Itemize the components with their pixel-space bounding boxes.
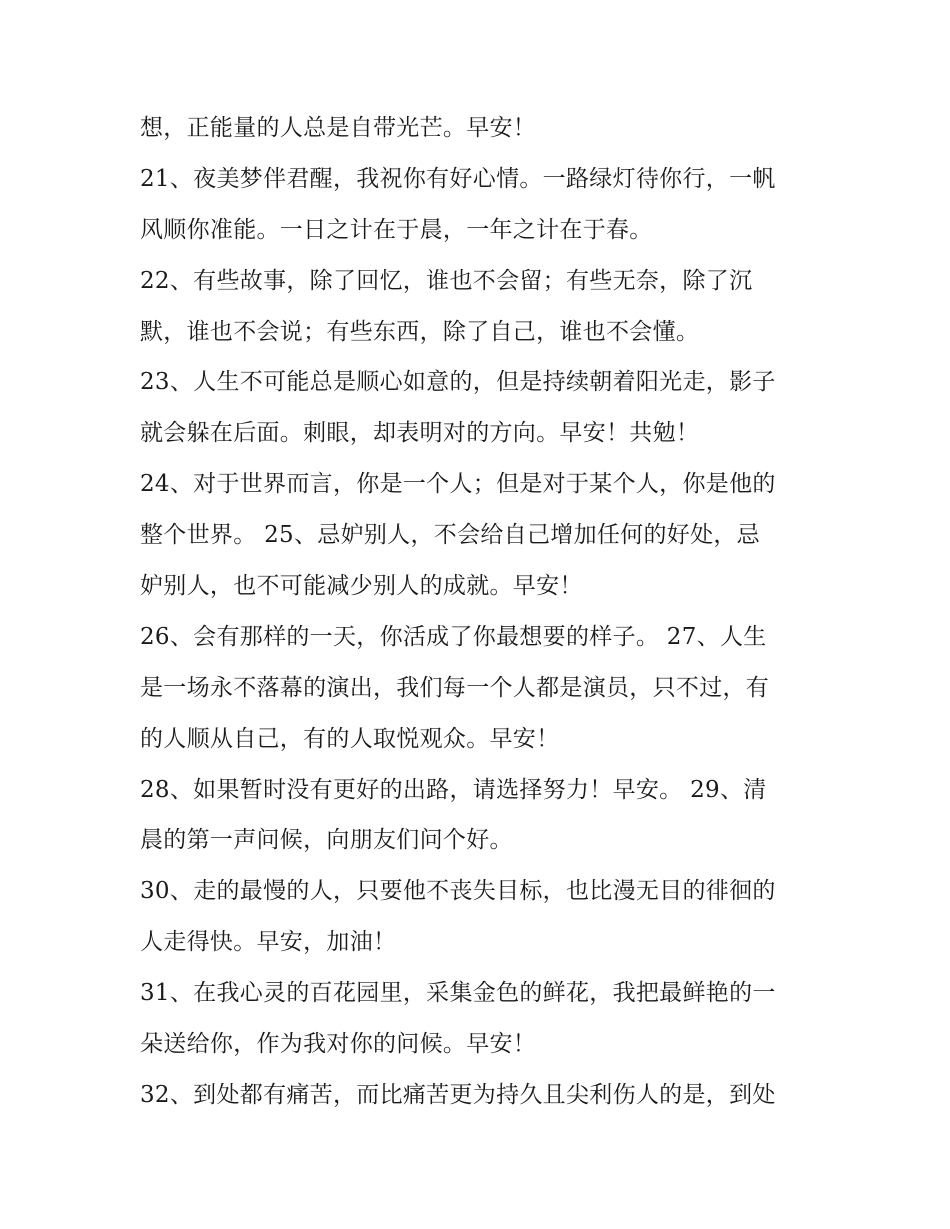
text-line: 的人顺从自己，有的人取悦观众。早安！ — [140, 725, 560, 752]
text-line: 24、对于世界而言，你是一个人；但是对于某个人，你是他的 — [140, 471, 776, 498]
text-line: 是一场永不落幕的演出，我们每一个人都是演员，只不过，有 — [140, 674, 770, 701]
text-line: 想，正能量的人总是自带光芒。早安！ — [140, 115, 537, 141]
text-line: 28、如果暂时没有更好的出路，请选择努力！早安。 29、清 — [140, 776, 767, 803]
document-body — [140, 103, 820, 1121]
text-line: 就会躲在后面。刺眼，却表明对的方向。早安！共勉！ — [140, 420, 700, 447]
text-line: 23、人生不可能总是顺心如意的，但是持续朝着阳光走，影子 — [140, 369, 776, 396]
text-line: 人走得快。早安，加油！ — [140, 929, 397, 956]
text-line: 30、走的最慢的人，只要他不丧失目标，也比漫无目的徘徊的 — [140, 878, 776, 905]
text-line: 晨的第一声问候，向朋友们问个好。 — [140, 827, 513, 854]
text-line: 整个世界。 25、忌妒别人，不会给自己增加任何的好处，忌 — [140, 522, 760, 549]
text-line: 朵送给你，作为我对你的问候。早安！ — [140, 1031, 537, 1058]
text-line: 26、会有那样的一天，你活成了你最想要的样子。 27、人生 — [140, 623, 767, 650]
text-line: 21、夜美梦伴君醒，我祝你有好心情。一路绿灯待你行，一帆 — [140, 165, 776, 192]
text-line: 22、有些故事，除了回忆，谁也不会留；有些无奈，除了沉 — [140, 267, 753, 294]
text-line: 风顺你准能。一日之计在于晨，一年之计在于春。 — [140, 216, 653, 243]
text-line: 32、到处都有痛苦，而比痛苦更为持久且尖利伤人的是，到处 — [140, 1081, 776, 1108]
text-line: 默，谁也不会说；有些东西，除了自己，谁也不会懂。 — [140, 318, 700, 345]
text-line: 妒别人，也不可能减少别人的成就。早安！ — [140, 573, 583, 600]
text-line: 31、在我心灵的百花园里，采集金色的鲜花，我把最鲜艳的一 — [140, 980, 776, 1007]
